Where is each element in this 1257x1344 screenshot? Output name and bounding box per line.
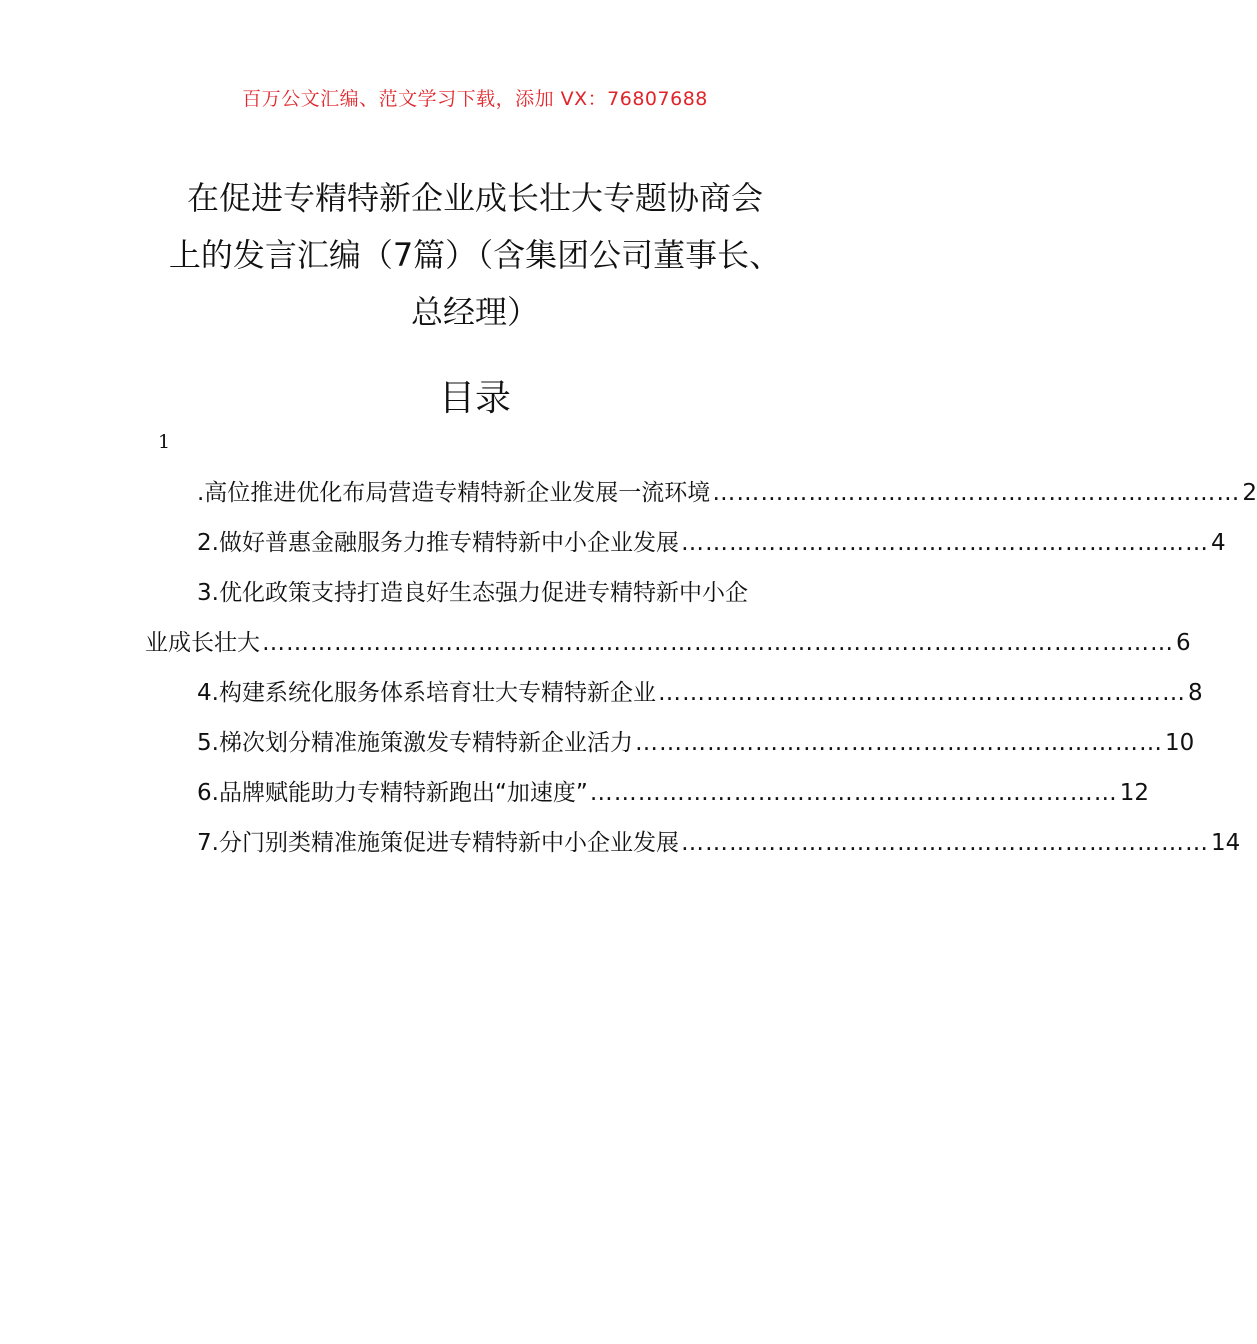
toc-heading: 目录 bbox=[438, 378, 511, 419]
toc-entry-title: 业成长壮大 bbox=[145, 630, 260, 656]
toc-entry-title: 4.构建系统化服务体系培育壮大专精特新企业 bbox=[197, 680, 656, 706]
toc-leader-dots: ………………………………………………………… bbox=[680, 830, 1209, 856]
toc-entry-title: 2.做好普惠金融服务力推专精特新中小企业发展 bbox=[197, 530, 679, 556]
toc-marker: 1 bbox=[158, 431, 171, 453]
title-line-3: 总经理） bbox=[410, 293, 539, 331]
document-title bbox=[130, 170, 820, 341]
toc-entry-2[interactable] bbox=[145, 518, 1226, 568]
toc-leader-dots: ………………………………………………………… bbox=[657, 680, 1186, 706]
toc-leader-dots: …………………………………………………………………………………………………… bbox=[262, 630, 1174, 656]
title-line-1: 在促进专精特新企业成长壮大专题协商会 bbox=[186, 179, 763, 217]
toc-entry-title: 6.品牌赋能助力专精特新跑出“加速度” bbox=[197, 780, 588, 806]
toc-entry-title: 3.优化政策支持打造良好生态强力促进专精特新中小企 bbox=[197, 580, 748, 606]
title-line-2: 上的发言汇编（7篇）（含集团公司董事长、 bbox=[168, 236, 782, 274]
toc-entry-7[interactable] bbox=[145, 818, 1241, 868]
toc-entry-3-line-2[interactable] bbox=[145, 618, 1191, 668]
toc-entry-3-line-1[interactable] bbox=[145, 568, 807, 618]
toc-leader-dots: ………………………………………………………… bbox=[680, 530, 1209, 556]
toc-entry-6[interactable] bbox=[145, 768, 1150, 818]
toc-entry-title: .高位推进优化布局营造专精特新企业发展一流环境 bbox=[197, 480, 711, 506]
header-promo-note: 百万公文汇编、范文学习下载，添加 VX：76807688 bbox=[242, 88, 708, 110]
toc-page-number: 8 bbox=[1187, 680, 1203, 706]
toc-entry-5[interactable] bbox=[145, 718, 1195, 768]
toc-entry-title: 5.梯次划分精准施策激发专精特新企业活力 bbox=[197, 730, 633, 756]
toc-page-number: 6 bbox=[1176, 630, 1191, 656]
toc-entry-1[interactable] bbox=[145, 468, 1257, 518]
toc-entry-4[interactable] bbox=[145, 668, 1203, 718]
toc-page-number: 10 bbox=[1164, 730, 1195, 756]
toc-page-number: 4 bbox=[1210, 530, 1226, 556]
table-of-contents bbox=[145, 468, 1257, 868]
toc-leader-dots: ………………………………………………………… bbox=[634, 730, 1163, 756]
toc-leader-dots: ………………………………………………………… bbox=[712, 480, 1241, 506]
toc-leader-dots: ………………………………………………………… bbox=[589, 780, 1118, 806]
toc-page-number: 12 bbox=[1119, 780, 1150, 806]
toc-page-number: 2 bbox=[1242, 480, 1257, 506]
toc-page-number: 14 bbox=[1210, 830, 1241, 856]
toc-entry-title: 7.分门别类精准施策促进专精特新中小企业发展 bbox=[197, 830, 679, 856]
